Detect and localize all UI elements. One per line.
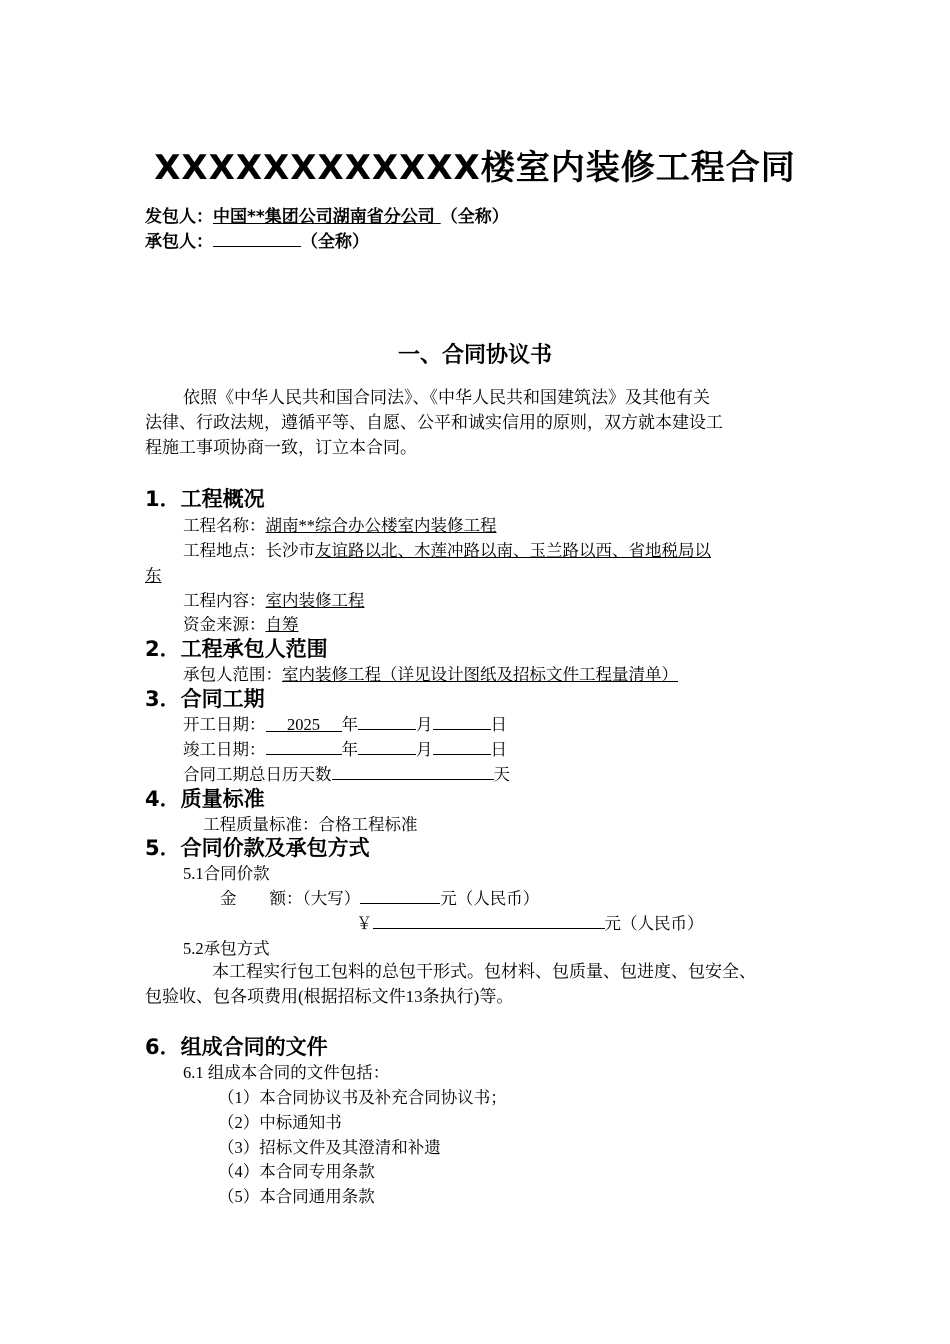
project-location-label: 工程地点：长沙市: [183, 541, 315, 560]
project-content-value: 室内装修工程: [265, 591, 365, 610]
amount-words-unit: 元（人民币）: [440, 889, 540, 908]
employer-value: 中国**集团公司湖南省分公司: [213, 207, 441, 227]
end-day-blank: [433, 738, 491, 755]
list-item: （1）本合同协议书及补充合同协议书；: [218, 1088, 507, 1107]
start-day-blank: [433, 713, 491, 730]
employer-label: 发包人：: [145, 207, 213, 227]
contract-title: XXXXXXXXXXXX楼室内装修工程合同: [154, 148, 796, 188]
scope-line: [183, 661, 678, 685]
contractor-label: 承包人：: [145, 232, 213, 252]
sub-contract-method: 5.2承包方式: [183, 939, 270, 958]
quality-standard-text: 工程质量标准：合格工程标准: [203, 815, 418, 834]
list-item: （2）中标通知书: [218, 1113, 342, 1132]
employer-line: [145, 202, 509, 227]
end-year-blank: [266, 738, 342, 755]
fund-source-line: [183, 611, 299, 635]
heading-contract-documents: 6．组成合同的文件: [145, 1035, 328, 1059]
heading-contract-period: 3．合同工期: [145, 687, 265, 711]
project-location-value-cont: 东: [145, 566, 162, 585]
amount-number-line: [356, 910, 704, 934]
amount-number-blank: [373, 912, 605, 929]
yen-symbol: ￥: [356, 914, 373, 933]
end-date-label: 竣工日期：: [183, 740, 266, 759]
scope-label: 承包人范围：: [183, 665, 282, 684]
start-date-label: 开工日期：: [183, 715, 266, 734]
method-line-1: 本工程实行包工包料的总包干形式。包材料、包质量、包进度、包安全、: [212, 962, 756, 981]
start-year-value: 2025: [266, 715, 342, 732]
amount-number-unit: 元（人民币）: [604, 914, 704, 933]
contractor-blank: [213, 230, 301, 247]
heading-project-overview: 1．工程概况: [145, 487, 265, 511]
project-location-value: 友谊路以北、木莲冲路以南、玉兰路以西、省地税局以: [315, 541, 711, 560]
total-days-blank: [332, 763, 494, 780]
total-days-label: 合同工期总日历天数: [183, 765, 332, 784]
amount-words-blank: [360, 887, 440, 904]
scope-value: 室内装修工程（详见设计图纸及招标文件工程量清单）: [282, 665, 678, 684]
project-content-label: 工程内容：: [183, 591, 266, 610]
fund-source-label: 资金来源：: [183, 615, 266, 634]
day-label: 日: [490, 715, 507, 734]
total-days-line: [183, 761, 510, 785]
project-name-label: 工程名称：: [183, 516, 266, 535]
project-content-line: [183, 587, 365, 611]
list-item: （5）本合同通用条款: [218, 1187, 375, 1206]
section-title: 一、合同协议书: [397, 343, 552, 368]
project-name-value: 湖南**综合办公楼室内装修工程: [265, 516, 497, 535]
year-label: 年: [341, 715, 358, 734]
employer-suffix: （全称）: [440, 207, 509, 227]
contractor-suffix: （全称）: [301, 232, 369, 252]
amount-words-label: 金 额：（大写）: [220, 889, 361, 908]
project-name-line: [183, 512, 497, 536]
project-location-line: [183, 537, 711, 561]
documents-intro: 6.1 组成本合同的文件包括：: [183, 1063, 390, 1082]
year-label: 年: [341, 740, 358, 759]
intro-line-2: 法律、行政法规，遵循平等、自愿、公平和诚实信用的原则，双方就本建设工: [145, 413, 723, 432]
month-label: 月: [416, 740, 433, 759]
heading-contractor-scope: 2．工程承包人范围: [145, 637, 328, 661]
amount-words-line: [220, 885, 539, 909]
day-label: 日: [490, 740, 507, 759]
heading-contract-price: 5．合同价款及承包方式: [145, 836, 370, 860]
sub-contract-price: 5.1合同价款: [183, 864, 270, 883]
month-label: 月: [416, 715, 433, 734]
end-month-blank: [358, 738, 416, 755]
list-item: （3）招标文件及其澄清和补遗: [218, 1138, 441, 1157]
start-date-line: [183, 711, 507, 735]
end-date-line: [183, 736, 507, 760]
intro-line-1: 依照《中华人民共和国合同法》、《中华人民共和国建筑法》及其他有关: [183, 388, 710, 407]
list-item: （4）本合同专用条款: [218, 1162, 375, 1181]
intro-line-3: 程施工事项协商一致，订立本合同。: [145, 438, 417, 457]
start-month-blank: [358, 713, 416, 730]
contractor-line: [145, 227, 369, 252]
total-days-unit: 天: [493, 765, 510, 784]
fund-source-value: 自筹: [265, 615, 299, 634]
heading-quality-standard: 4．质量标准: [145, 787, 265, 811]
method-line-2: 包验收、包各项费用(根据招标文件13条执行)等。: [145, 987, 514, 1006]
